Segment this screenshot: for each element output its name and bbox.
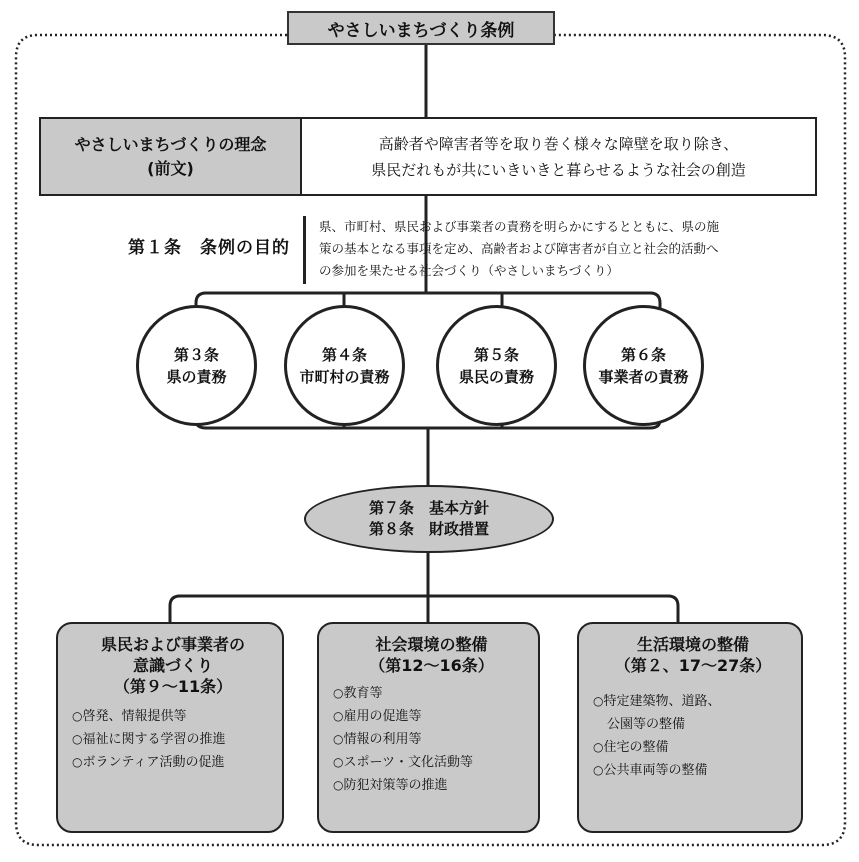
circle-bracket-top <box>196 293 660 318</box>
list-item: ○特定建築物、道路、 <box>593 694 721 709</box>
list-item: ○啓発、情報提供等 <box>72 709 187 724</box>
circle-citizen-duty: 第５条 県民の責務 <box>436 305 557 426</box>
article1-text: 県、市町村、県民および事業者の責務を明らかにするとともに、県の施 策の基本となる事項を定め、高齢者および障害者が自立と社会的活動へ の参加を果たせる社会づくり（やさしいまちづくり） <box>319 219 720 278</box>
list-item: ○公共車両等の整備 <box>593 763 708 778</box>
list-item: ○福祉に関する学習の推進 <box>72 732 226 747</box>
measure-title: 社会環境の整備 （第12～16条） <box>369 635 494 675</box>
article1-label: 第１条 条例の目的 <box>128 238 290 258</box>
philosophy-box <box>39 117 817 196</box>
list-item: ○防犯対策等の推進 <box>333 778 448 793</box>
list-item: ○情報の利用等 <box>333 732 422 747</box>
measure-box-social <box>317 622 540 833</box>
measures-bracket <box>170 596 678 622</box>
measure-list <box>333 682 530 797</box>
measure-list <box>593 690 793 782</box>
measure-box-living <box>577 622 803 833</box>
measure-list <box>72 705 274 774</box>
list-item: ○教育等 <box>333 686 383 701</box>
list-item: ○ボランティア活動の促進 <box>72 755 225 770</box>
circle-municipality-duty: 第４条 市町村の責務 <box>284 305 405 426</box>
policy-ellipse: 第７条 基本方針 第８条 財政措置 <box>304 485 554 553</box>
article1-divider <box>303 216 306 284</box>
list-item: 公園等の整備 <box>607 717 686 732</box>
measure-title: 県民および事業者の 意識づくり （第９～11条） <box>100 635 245 696</box>
philosophy-text: 高齢者や障害者等を取り巻く様々な障壁を取り除き、 県民だれもが共にいきいきと暮らせるような社会の創造 <box>371 134 746 179</box>
list-item: ○住宅の整備 <box>593 740 669 755</box>
measure-title: 生活環境の整備 （第２、17～27条） <box>614 635 772 675</box>
measure-box-awareness <box>56 622 284 833</box>
list-item: ○スポーツ・文化活動等 <box>333 755 473 770</box>
philosophy-heading: やさしいまちづくりの理念 (前文) <box>41 119 302 194</box>
ordinance-title: やさしいまちづくり条例 <box>287 11 555 45</box>
list-item: ○雇用の促進等 <box>333 709 422 724</box>
circle-business-duty: 第６条 事業者の責務 <box>583 305 704 426</box>
circle-bracket-bottom <box>196 410 660 428</box>
circle-prefecture-duty: 第３条 県の責務 <box>136 305 257 426</box>
